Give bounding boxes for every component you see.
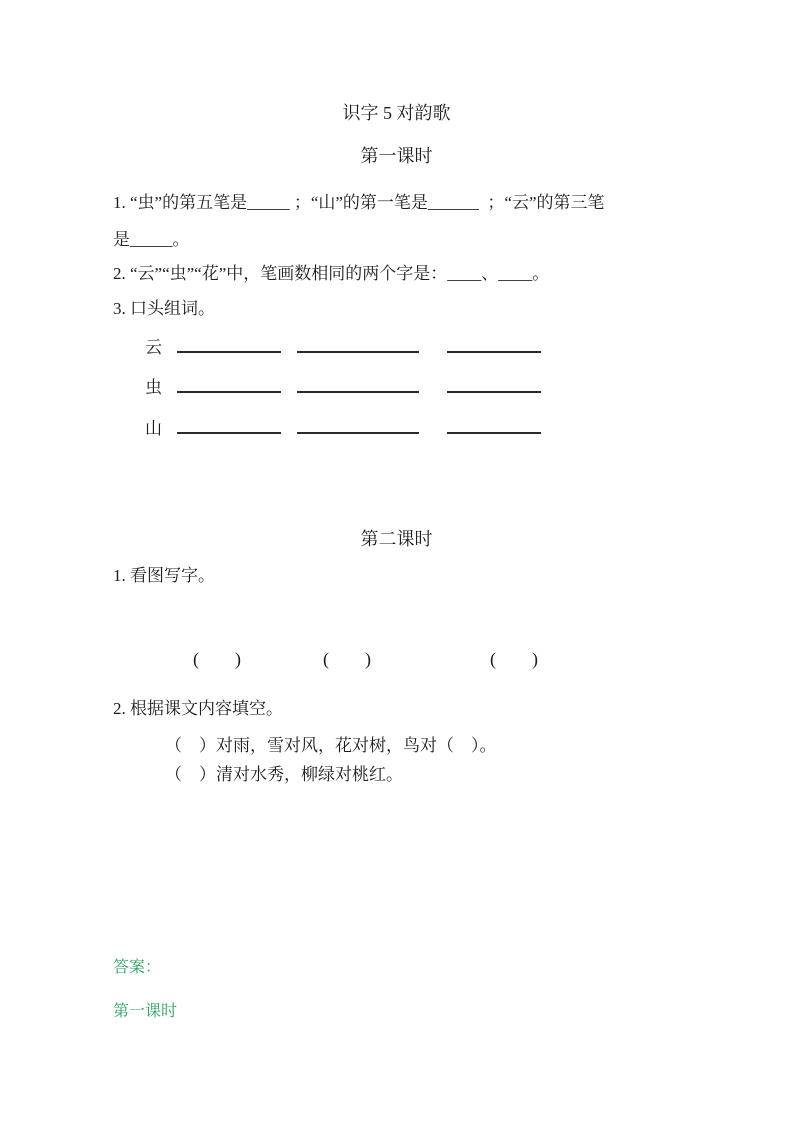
lesson2-heading: 第二课时 xyxy=(360,529,433,549)
lesson1-heading: 第一课时 xyxy=(360,146,433,166)
lesson1-question1-line1: 1. “虫”的第五笔是_____ ；“山”的第一笔是______ ；“云”的第三笔 xyxy=(113,193,605,212)
paren-blank: ( ) xyxy=(193,649,241,669)
lesson2-question2-line1: （ ）对雨，雪对风，花对树，鸟对（ ）。 xyxy=(165,736,497,755)
answer-blank xyxy=(297,374,419,393)
answer-blank xyxy=(297,415,419,434)
document-title: 识字 5 对韵歌 xyxy=(342,103,451,123)
answer-blank xyxy=(177,415,281,434)
answer-blank xyxy=(447,374,541,393)
lesson2-question2-line2: （ ）清对水秀，柳绿对桃红。 xyxy=(165,765,403,784)
word-row-shan xyxy=(145,415,541,441)
lesson2-question2: 2. 根据课文内容填空。 xyxy=(113,699,283,718)
answers-label: 答案： xyxy=(113,959,162,976)
answer-blank xyxy=(447,334,541,353)
answer-blank xyxy=(177,334,281,353)
answer-blank xyxy=(177,374,281,393)
word-row-chong xyxy=(145,374,541,400)
paren-blank: ( ) xyxy=(323,649,371,669)
answers-lesson1-heading: 第一课时 xyxy=(113,1003,178,1020)
lesson1-question3: 3. 口头组词。 xyxy=(113,299,215,318)
word-row-yun xyxy=(145,334,541,360)
lesson2-question1: 1. 看图写字。 xyxy=(113,566,215,585)
word-row-label: 虫 xyxy=(145,378,162,397)
word-row-label: 云 xyxy=(145,338,162,357)
lesson1-question1-line2: 是_____。 xyxy=(113,230,190,249)
paren-blank: ( ) xyxy=(490,649,538,669)
answer-blank xyxy=(297,334,419,353)
lesson1-question2: 2. “云”“虫”“花”中，笔画数相同的两个字是：____、____。 xyxy=(113,264,550,283)
answer-blank xyxy=(447,415,541,434)
word-row-label: 山 xyxy=(145,419,162,438)
picture-answer-row xyxy=(0,645,793,671)
